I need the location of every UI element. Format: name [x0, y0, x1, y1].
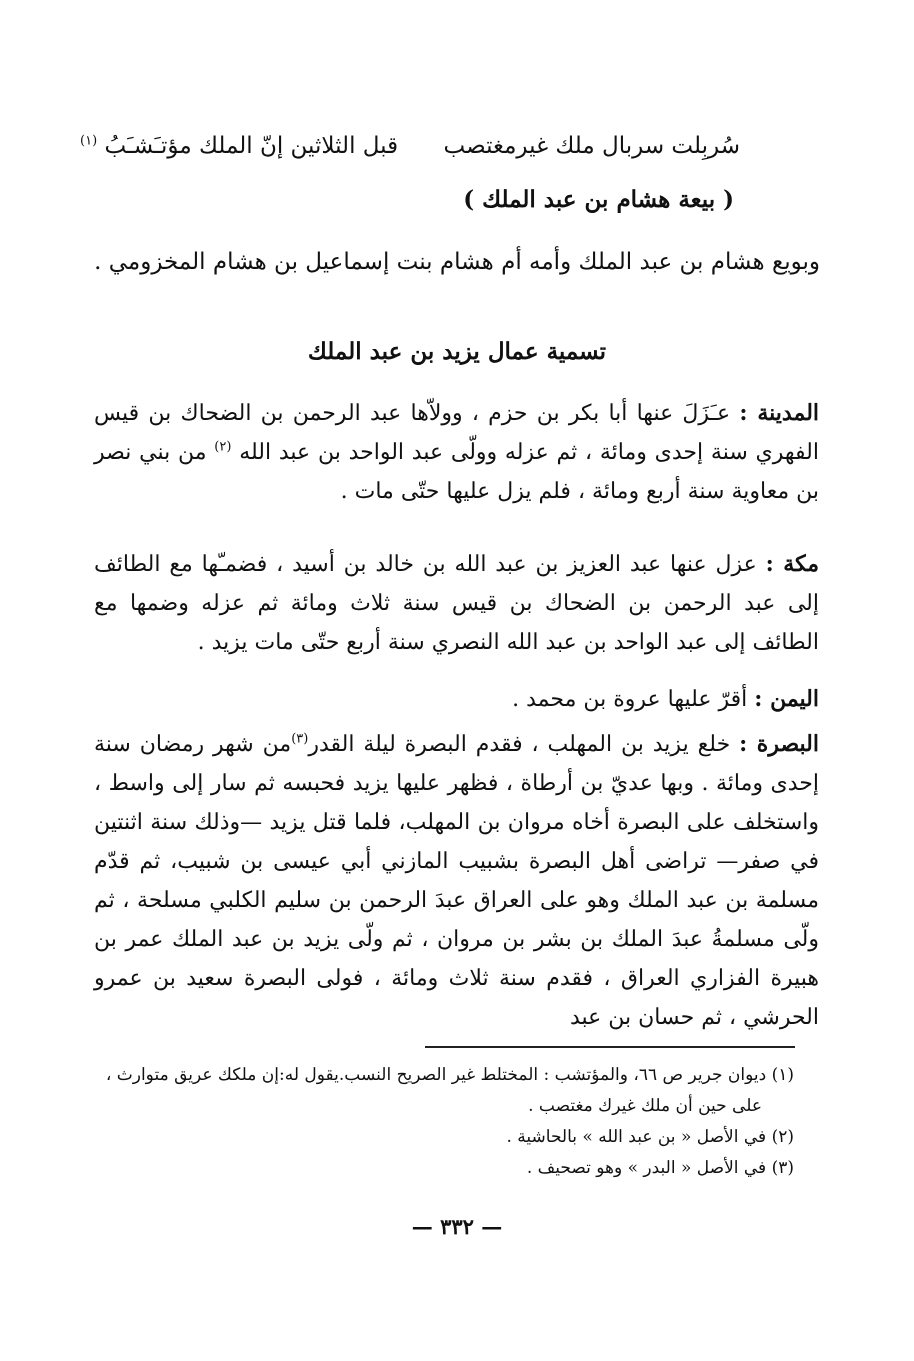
- verse-first-hemistich: [444, 126, 740, 166]
- place-label-makka: مكة :: [765, 551, 819, 577]
- paragraph-basra-text-a: خلع يزيد بن المهلب ، فقدم البصرة ليلة القدر: [308, 732, 740, 757]
- footnote-marker-1: (١): [80, 133, 98, 149]
- bay-title: ( بيعة هشام بن عبد الملك ): [463, 186, 734, 213]
- footnote-1-continuation: على حين أن ملك غيرك مغتصب .: [528, 1096, 762, 1116]
- verse-second-hemistich-text: قبل الثلاثين إنّ الملك مؤتـَشـَبُ: [104, 133, 399, 159]
- footnote-marker-2: (٢): [214, 439, 232, 455]
- footnote-1: (١) ديوان جرير ص ٦٦، والمؤتشب : المختلط غير الصريح النسب.يقول له:إن ملكك عريق متوارث ،: [105, 1065, 794, 1085]
- place-label-basra: البصرة :: [739, 731, 820, 757]
- paragraph-yaman: [94, 680, 819, 719]
- footnotes: [105, 1060, 794, 1184]
- section-heading: تسمية عمال يزيد بن عبد الملك: [307, 338, 607, 365]
- paragraph-yaman-text: أقرّ عليها عروة بن محمد .: [512, 687, 755, 712]
- page-number: — ٣٣٢ —: [411, 1214, 503, 1239]
- place-label-yaman: اليمن :: [754, 686, 819, 712]
- paragraph-basra-text-b: من شهر رمضان سنة إحدى ومائة . وبها عديّ بن أرطاة ، فظهر عليها يزيد فحبسه ثم سار إلى واسط ، واستخلف على البصرة أخاه مروان بن المهلب، فلما قتل يزيد —وذلك سنة اثنتين في صفر— تراضى أهل البصرة بشبيب المازني أبي عيسى بن شبيب، ثم قدّم مسلمة بن عبد الملك وهو على العراق عبدَ الرحمن بن سليم الكلبي مسلحة ، ثم ولّى مسلمةُ عبدَ الملك بن بشر بن مروان ، ثم ولّى يزيد بن عبد الملك عمر بن هبيرة الفزاري العراق ، فقدم سنة ثلاث ومائة ، فولى البصرة سعيد بن عمرو الحرشي ، ثم حسان بن عبد: [94, 732, 819, 1030]
- footnote-3: (٣) في الأصل « البدر » وهو تصحيف .: [526, 1158, 794, 1178]
- paragraph-madina: [94, 394, 819, 511]
- paragraph-madina-text-b: من بني نصر بن معاوية سنة أربع ومائة ، فلم يزل عليها حتّى مات .: [94, 440, 819, 504]
- footnote-2: (٢) في الأصل « بن عبد الله » بالحاشية .: [506, 1127, 794, 1147]
- paragraph-basra: [94, 725, 819, 1037]
- poetry-verse: [80, 126, 740, 166]
- paragraph-makka: [94, 545, 819, 662]
- verse-second-hemistich: [80, 126, 398, 166]
- footnote-divider: [425, 1046, 795, 1048]
- paragraph-makka-text: عزل عنها عبد العزيز بن عبد الله بن خالد بن أسيد ، فضمـّها مع الطائف إلى عبد الرحمن بن الضحاك بن قيس سنة ثلاث ومائة ثم عزله وضمها مع الطائف إلى عبد الواحد بن عبد الله النصري سنة أربع حتّى مات يزيد .: [94, 552, 819, 655]
- footnote-marker-3: (٣): [291, 731, 309, 747]
- bay-text: وبويع هشام بن عبد الملك وأمه أم هشام بنت إسماعيل بن هشام المخزومي .: [94, 249, 820, 275]
- place-label-madina: المدينة :: [739, 400, 820, 426]
- verse-first-hemistich-text: سُربِلت سربال ملك غيرمغتصب: [443, 133, 740, 159]
- paragraph-madina-text-a: عـَزَلَ عنها أبا بكر بن حزم ، وولاّها عبد الرحمن بن الضحاك بن قيس الفهري سنة إحدى ومائة ، ثم عزله وولّى عبد الواحد بن عبد الله: [94, 401, 819, 465]
